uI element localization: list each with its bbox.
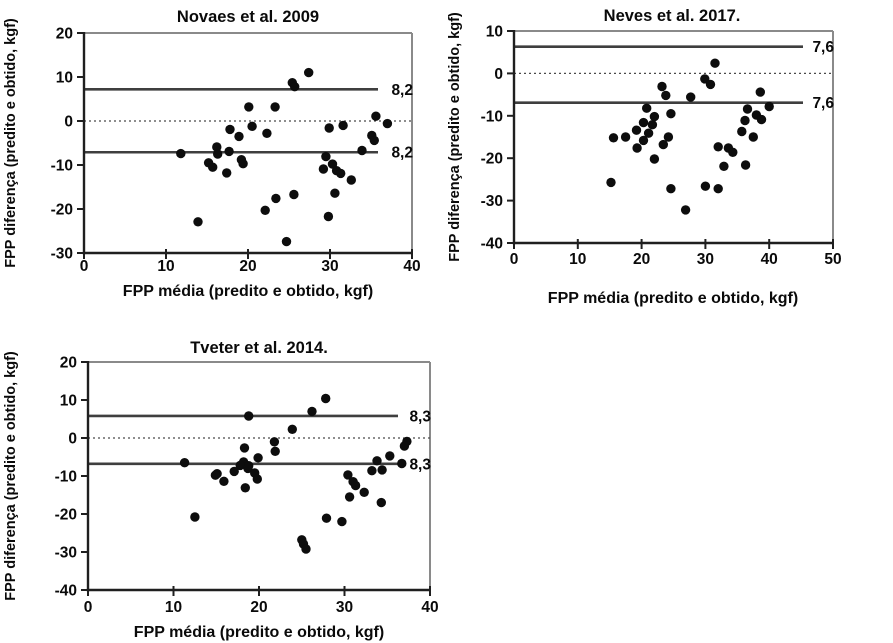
data-point xyxy=(321,394,330,403)
data-point xyxy=(737,127,746,136)
data-point xyxy=(743,104,752,113)
limit-line-label: 8,3 xyxy=(409,408,431,426)
data-point xyxy=(290,82,299,91)
data-point xyxy=(757,115,766,124)
data-point xyxy=(336,169,345,178)
data-point xyxy=(304,68,313,77)
x-axis-title: FPP média (predito e obtido, kgf) xyxy=(122,283,374,300)
data-point xyxy=(400,441,409,450)
data-point xyxy=(609,133,618,142)
data-point xyxy=(219,477,228,486)
data-point xyxy=(666,109,675,118)
data-point xyxy=(367,466,376,475)
data-point xyxy=(749,132,758,141)
chart-title: Tveter et al. 2014. xyxy=(190,339,328,357)
data-point xyxy=(230,467,239,476)
data-point xyxy=(271,447,280,456)
data-point xyxy=(397,459,406,468)
y-tick-label: 0 xyxy=(68,430,77,448)
data-point xyxy=(271,194,280,203)
data-point xyxy=(606,178,615,187)
data-point xyxy=(385,451,394,460)
limit-line-label: 8,2 xyxy=(391,144,413,162)
data-point xyxy=(706,80,715,89)
data-point xyxy=(383,119,392,128)
limit-line-label: 8,2 xyxy=(391,81,413,99)
x-tick-label: 10 xyxy=(569,251,587,268)
y-tick-label: 10 xyxy=(485,23,503,41)
data-point xyxy=(288,425,297,434)
limit-line-label: 7,6 xyxy=(812,39,834,57)
data-point xyxy=(190,512,199,521)
data-point xyxy=(714,142,723,151)
data-point xyxy=(370,136,379,145)
data-point xyxy=(765,102,774,111)
x-tick-label: 10 xyxy=(164,599,183,616)
x-tick-label: 40 xyxy=(421,599,439,616)
plot-area xyxy=(514,31,833,243)
x-tick-label: 50 xyxy=(824,251,842,268)
data-point xyxy=(357,146,366,155)
data-point xyxy=(372,456,381,465)
data-point xyxy=(241,483,250,492)
data-point xyxy=(282,237,291,246)
data-point xyxy=(347,175,356,184)
data-point xyxy=(208,163,217,172)
data-point xyxy=(247,122,256,131)
plot-area xyxy=(84,33,412,253)
y-tick-label: -30 xyxy=(480,193,503,211)
data-point xyxy=(222,168,231,177)
data-point xyxy=(338,121,347,130)
data-point xyxy=(710,59,719,68)
data-point xyxy=(324,212,333,221)
x-tick-label: 10 xyxy=(157,258,175,275)
x-tick-label: 40 xyxy=(403,258,421,275)
y-tick-label: 10 xyxy=(55,69,73,87)
chart-novaes-2009 xyxy=(3,8,421,300)
chart-neves-2017 xyxy=(447,7,842,307)
data-point xyxy=(244,102,253,111)
x-tick-label: 40 xyxy=(760,251,778,268)
y-axis-title: FPP diferença (predito e obtido, kgf) xyxy=(3,18,19,268)
x-tick-label: 0 xyxy=(509,251,519,268)
y-tick-label: -10 xyxy=(54,468,77,486)
data-point xyxy=(289,190,298,199)
y-tick-label: 10 xyxy=(59,392,77,410)
data-point xyxy=(345,492,354,501)
data-point xyxy=(650,112,659,121)
x-tick-label: 0 xyxy=(79,258,89,275)
data-point xyxy=(319,164,328,173)
y-tick-label: 20 xyxy=(59,354,77,372)
data-point xyxy=(632,143,641,152)
data-point xyxy=(307,407,316,416)
data-point xyxy=(240,443,249,452)
chart-tveter-2014 xyxy=(3,339,439,641)
x-tick-label: 30 xyxy=(335,599,354,616)
y-tick-label: -30 xyxy=(54,544,77,562)
data-point xyxy=(701,182,710,191)
data-point xyxy=(270,437,279,446)
y-tick-label: -20 xyxy=(50,201,73,219)
x-tick-label: 20 xyxy=(250,599,268,616)
data-point xyxy=(377,498,386,507)
data-point xyxy=(321,152,330,161)
y-tick-label: -10 xyxy=(480,108,503,126)
data-point xyxy=(225,125,234,134)
data-point xyxy=(740,116,749,125)
y-tick-label: -30 xyxy=(50,245,73,263)
y-tick-label: -20 xyxy=(54,506,77,524)
chart-title: Neves et al. 2017. xyxy=(603,7,741,25)
y-axis-title: FPP diferença (predito e obtido, kgf) xyxy=(3,351,19,601)
y-tick-label: -40 xyxy=(54,582,77,600)
data-point xyxy=(714,184,723,193)
data-point xyxy=(262,129,271,138)
data-point xyxy=(244,461,253,470)
data-point xyxy=(351,481,360,490)
data-point xyxy=(253,474,262,483)
data-point xyxy=(337,517,346,526)
x-axis-title: FPP média (predito e obtido, kgf) xyxy=(547,290,799,307)
data-point xyxy=(728,148,737,157)
data-point xyxy=(211,471,220,480)
data-point xyxy=(621,132,630,141)
y-tick-label: 0 xyxy=(494,65,503,83)
y-tick-label: 0 xyxy=(64,113,73,131)
y-axis-title: FPP diferença (predito e obtido, kgf) xyxy=(447,12,463,262)
x-tick-label: 20 xyxy=(239,258,257,275)
data-point xyxy=(253,453,262,462)
data-point xyxy=(360,488,369,497)
data-point xyxy=(666,184,675,193)
data-point xyxy=(193,217,202,226)
data-point xyxy=(657,82,666,91)
data-point xyxy=(330,189,339,198)
data-point xyxy=(270,102,279,111)
data-point xyxy=(234,132,243,141)
data-point xyxy=(325,123,334,132)
y-tick-label: -10 xyxy=(50,157,73,175)
x-tick-label: 30 xyxy=(696,251,715,268)
data-point xyxy=(650,154,659,163)
data-point xyxy=(371,112,380,121)
x-axis-title: FPP média (predito e obtido, kgf) xyxy=(133,624,385,641)
limit-line-label: 7,6 xyxy=(812,95,834,113)
data-point xyxy=(238,159,247,168)
y-tick-label: -40 xyxy=(480,235,503,253)
chart-title: Novaes et al. 2009 xyxy=(176,8,320,26)
data-point xyxy=(261,206,270,215)
limit-line-label: 8,3 xyxy=(409,456,431,474)
data-point xyxy=(224,147,233,156)
data-point xyxy=(322,514,331,523)
data-point xyxy=(741,160,750,169)
y-tick-label: 20 xyxy=(55,25,73,43)
x-tick-label: 20 xyxy=(632,251,651,268)
data-point xyxy=(642,104,651,113)
y-tick-label: -20 xyxy=(480,150,503,168)
x-tick-label: 30 xyxy=(321,258,339,275)
data-point xyxy=(681,205,690,214)
x-tick-label: 0 xyxy=(83,599,93,616)
data-point xyxy=(176,149,185,158)
data-point xyxy=(213,149,222,158)
data-point xyxy=(661,91,670,100)
data-point xyxy=(659,140,668,149)
data-point xyxy=(244,411,253,420)
data-point xyxy=(719,162,728,171)
data-point xyxy=(648,120,657,129)
data-point xyxy=(180,458,189,467)
data-point xyxy=(686,92,695,101)
data-point xyxy=(632,126,641,135)
data-point xyxy=(756,87,765,96)
data-point xyxy=(301,544,310,553)
data-point xyxy=(377,465,386,474)
data-point xyxy=(639,118,648,127)
data-point xyxy=(639,136,648,145)
